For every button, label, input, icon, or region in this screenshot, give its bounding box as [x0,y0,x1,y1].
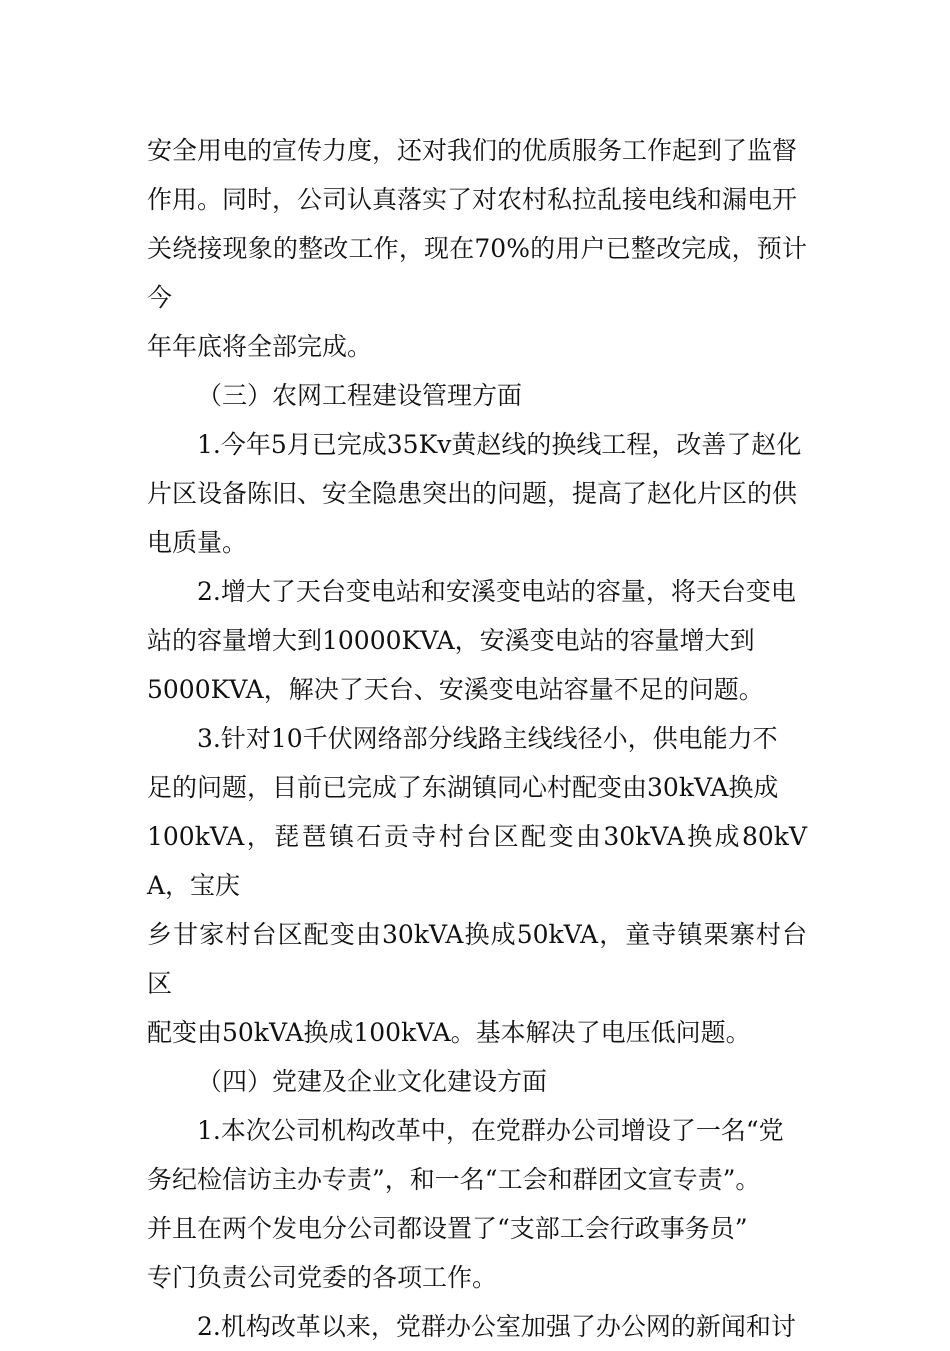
text-line: 专门负责公司党委的各项工作。 [147,1263,498,1292]
heading-text: （三）农网工程建设管理方面 [197,381,523,410]
text-line: 配变由50kVA换成100kVA。基本解决了电压低问题。 [147,1018,751,1047]
section-heading-rural-grid [147,371,807,420]
text-line: 100kVA，琵琶镇石贡寺村台区配变由30kVA换成80kVA，宝庆 [147,822,807,900]
document-body [147,126,807,1351]
text-line: 电质量。 [147,528,248,557]
text-line: 安全用电的宣传力度，还对我们的优质服务工作起到了监督 [147,136,798,165]
paragraph-item-2-substation-capacity [147,567,807,714]
text-line: 作用。同时，公司认真落实了对农村私拉乱接电线和漏电开 [147,185,798,214]
text-line: 并且在两个发电分公司都设置了“支部工会行政事务员” [147,1214,748,1243]
section-heading-party-building [147,1057,807,1106]
text-line: 2.增大了天台变电站和安溪变电站的容量，将天台变电 [197,577,796,606]
text-line: 片区设备陈旧、安全隐患突出的问题，提高了赵化片区的供 [147,479,798,508]
paragraph-item-3-transformer-upgrade [147,714,807,1057]
text-line: 3.针对10千伏网络部分线路主线线径小，供电能力不 [197,724,778,753]
text-line: 站的容量增大到10000KVA，安溪变电站的容量增大到 [147,626,755,655]
text-line: 1.今年5月已完成35Kv黄赵线的换线工程，改善了赵化 [197,430,802,459]
text-line: 2.机构改革以来，党群办公室加强了办公网的新闻和讨 [197,1312,796,1341]
text-line: 务纪检信访主办专责”，和一名“工会和群团文宣专责”。 [147,1165,761,1194]
text-line: 乡甘家村台区配变由30kVA换成50kVA，童寺镇栗寨村台区 [147,920,807,998]
text-line: 足的问题，目前已完成了东湖镇同心村配变由30kVA换成 [147,773,779,802]
paragraph-item-1-organization-reform [147,1106,807,1302]
heading-text: （四）党建及企业文化建设方面 [197,1067,548,1096]
paragraph-item-1-line-replacement [147,420,807,567]
paragraph-service-supervision [147,126,807,371]
text-line: 关绕接现象的整改工作，现在70%的用户已整改完成，预计今 [147,234,807,312]
text-line: 5000KVA，解决了天台、安溪变电站容量不足的问题。 [147,675,764,704]
text-line: 年年底将全部完成。 [147,332,373,361]
text-line: 1.本次公司机构改革中，在党群办公司增设了一名“党 [197,1116,784,1145]
